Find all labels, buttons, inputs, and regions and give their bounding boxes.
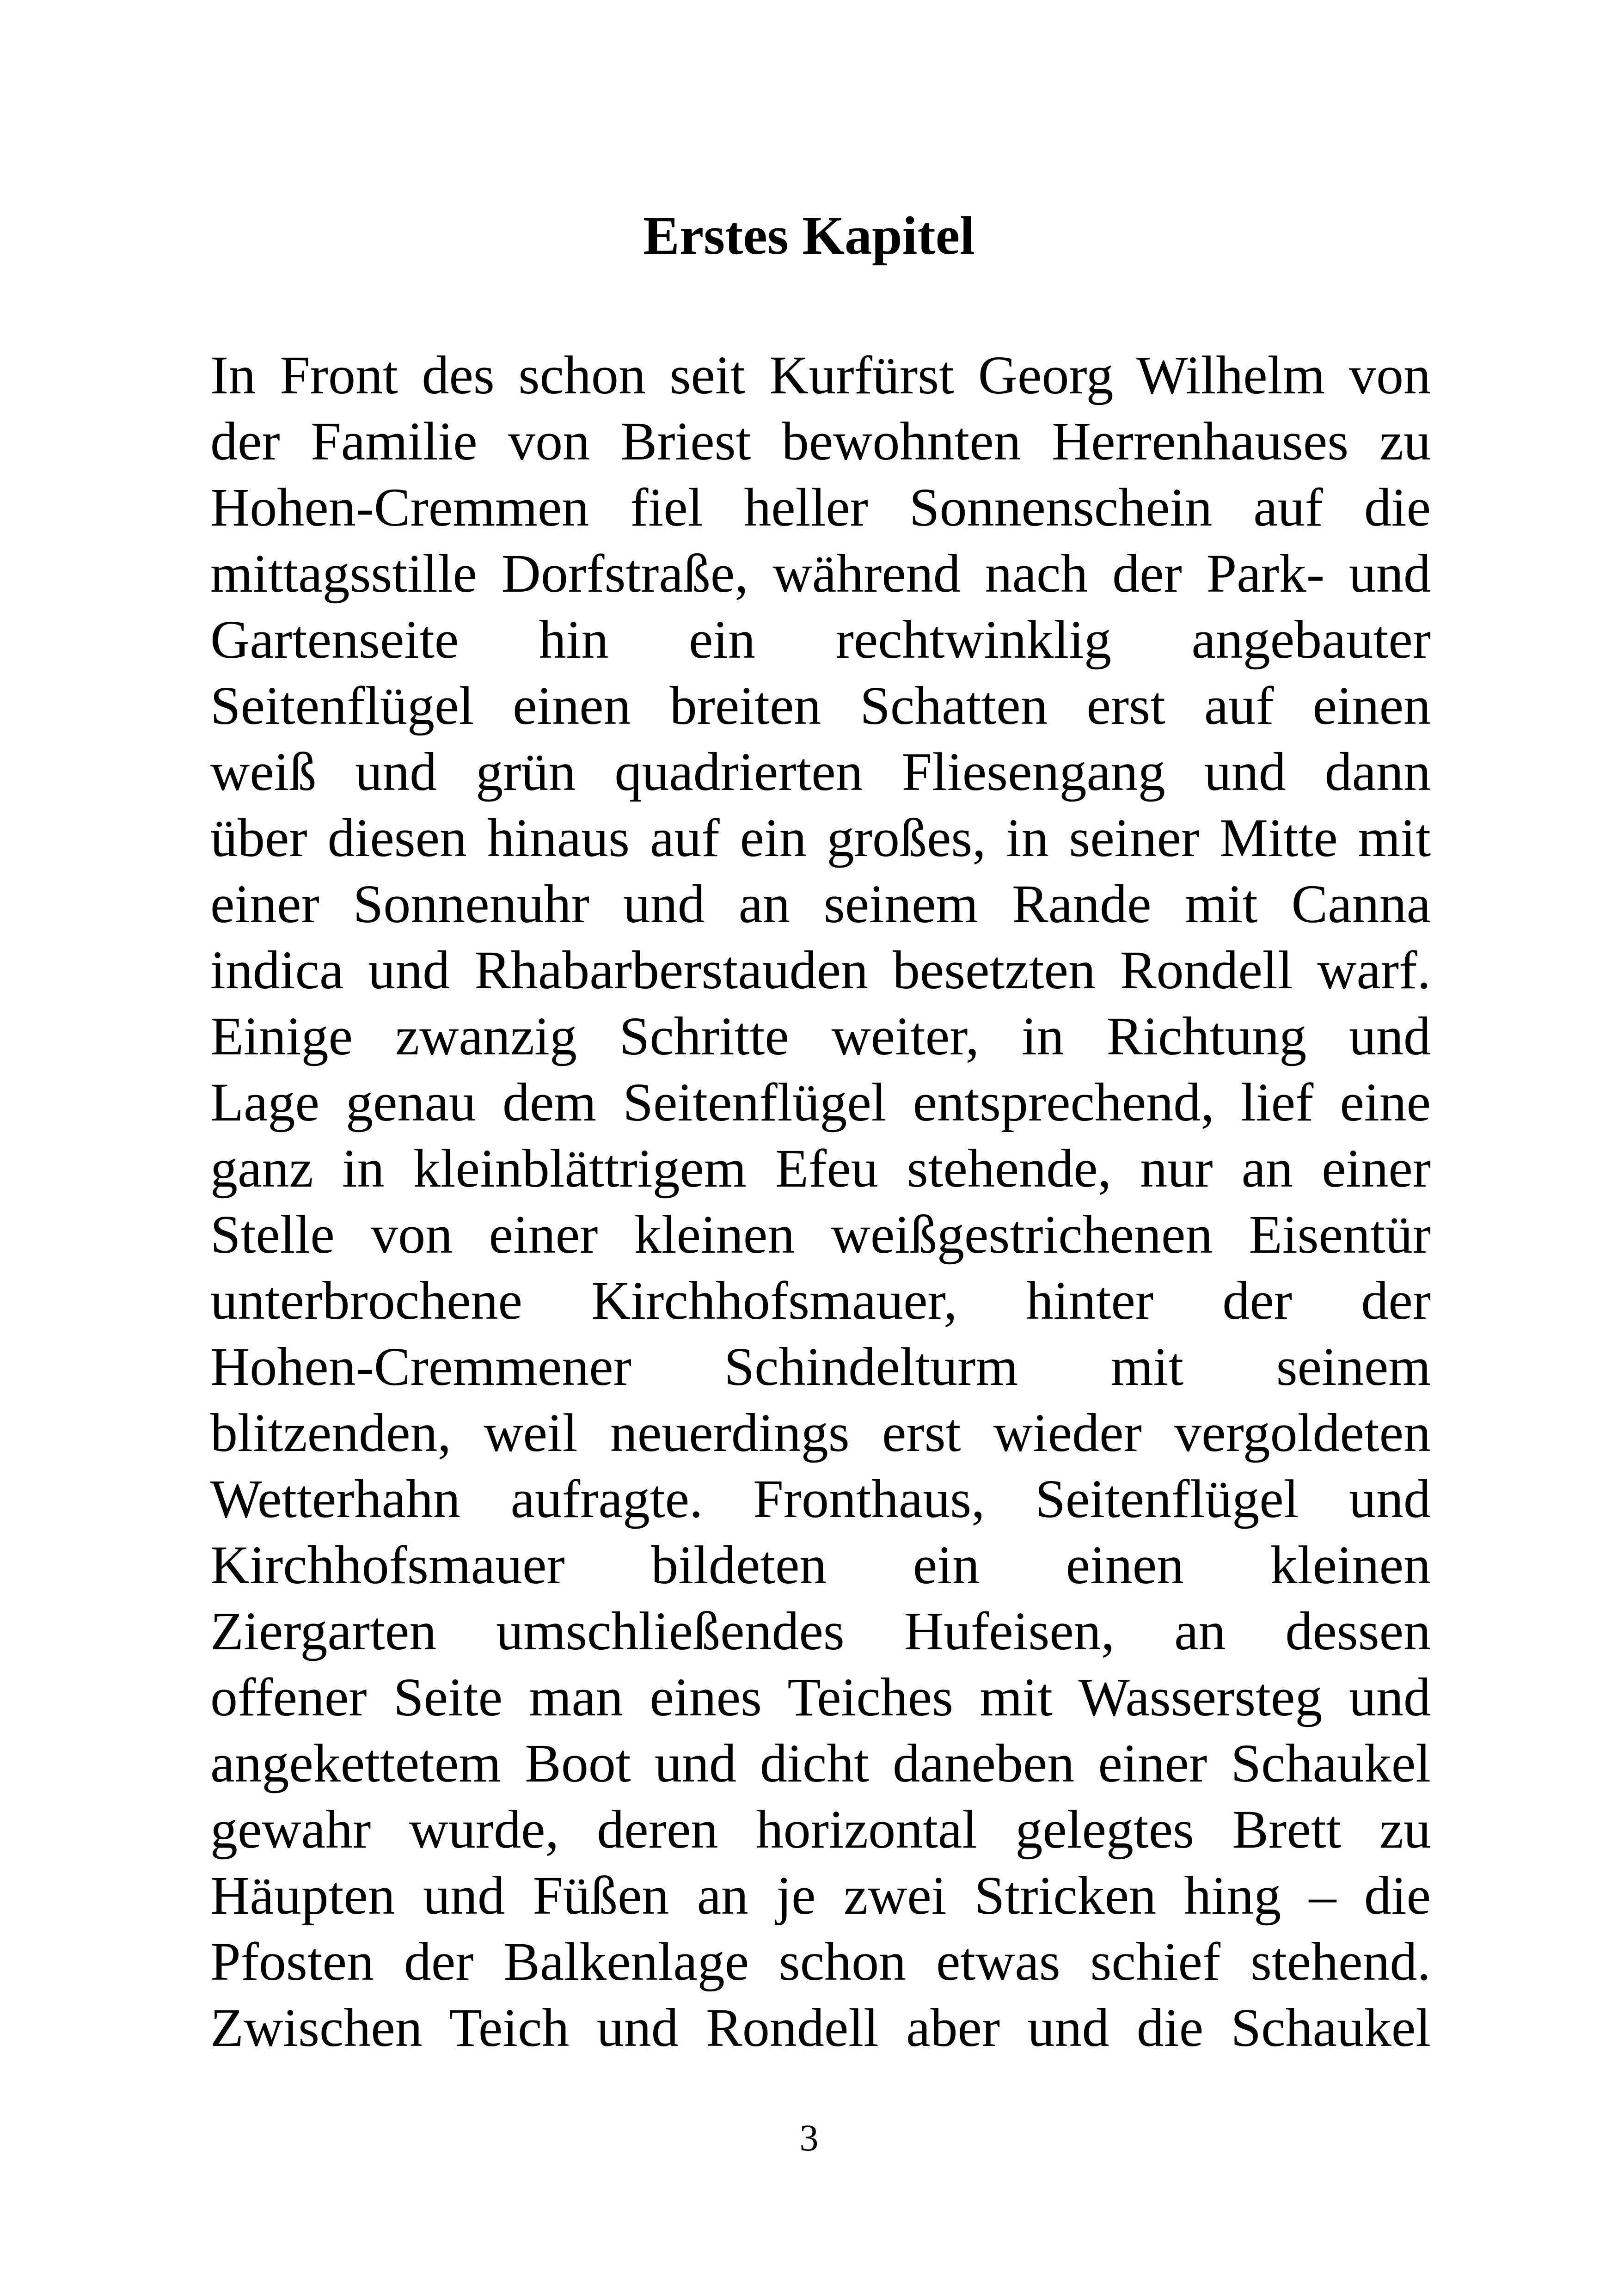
text-line: der Familie von Briest bewohnten Herrenhauses zu [210, 411, 1431, 471]
text-line: mittagsstille Dorfstraße, während nach der Park- und [210, 543, 1431, 604]
text-line: über diesen hinaus auf ein großes, in seiner Mitte mit [210, 808, 1431, 868]
text-line: Lage genau dem Seitenflügel entsprechend, lief eine [210, 1072, 1431, 1133]
text-line: Gartenseite hin ein rechtwinklig angebauter [210, 609, 1431, 670]
text-line: Wetterhahn aufragte. Fronthaus, Seitenflügel und [210, 1469, 1431, 1529]
text-line: indica und Rhabarberstauden besetzten Rondell warf. [210, 940, 1431, 1000]
text-line: gewahr wurde, deren horizontal gelegtes Brett zu [210, 1799, 1431, 1860]
chapter-title: Erstes Kapitel [643, 205, 975, 266]
page-number: 3 [799, 2117, 819, 2159]
text-line: offener Seite man eines Teiches mit Wassersteg und [210, 1667, 1431, 1727]
text-line: Hohen-Cremmen fiel heller Sonnenschein auf die [210, 477, 1431, 538]
text-line: blitzenden, weil neuerdings erst wieder vergoldeten [210, 1402, 1431, 1463]
text-line: ganz in kleinblättrigem Efeu stehende, nur an einer [210, 1138, 1431, 1199]
text-line: weiß und grün quadrierten Fliesengang und dann [210, 741, 1431, 802]
text-line: Zwischen Teich und Rondell aber und die Schaukel [210, 1997, 1431, 2058]
text-line: angekettetem Boot und dicht daneben einer Schaukel [210, 1733, 1431, 1794]
text-line: In Front des schon seit Kurfürst Georg Wilhelm von [210, 345, 1431, 405]
text-line: unterbrochene Kirchhofsmauer, hinter der der [210, 1270, 1431, 1331]
text-line: Pfosten der Balkenlage schon etwas schief stehend. [210, 1931, 1431, 1992]
text-line: Kirchhofsmauer bildeten ein einen kleinen [210, 1535, 1431, 1595]
text-line: einer Sonnenuhr und an seinem Rande mit Canna [210, 874, 1431, 934]
text-line: Hohen-Cremmener Schindelturm mit seinem [210, 1336, 1431, 1397]
text-line: Häupten und Füßen an je zwei Stricken hing – die [210, 1865, 1431, 1926]
text-line: Einige zwanzig Schritte weiter, in Richtung und [210, 1006, 1431, 1066]
body-text [210, 342, 1431, 2061]
text-line: Seitenflügel einen breiten Schatten erst auf einen [210, 675, 1431, 736]
text-line: Ziergarten umschließendes Hufeisen, an dessen [210, 1601, 1431, 1661]
text-line: Stelle von einer kleinen weißgestrichenen Eisentür [210, 1204, 1431, 1265]
